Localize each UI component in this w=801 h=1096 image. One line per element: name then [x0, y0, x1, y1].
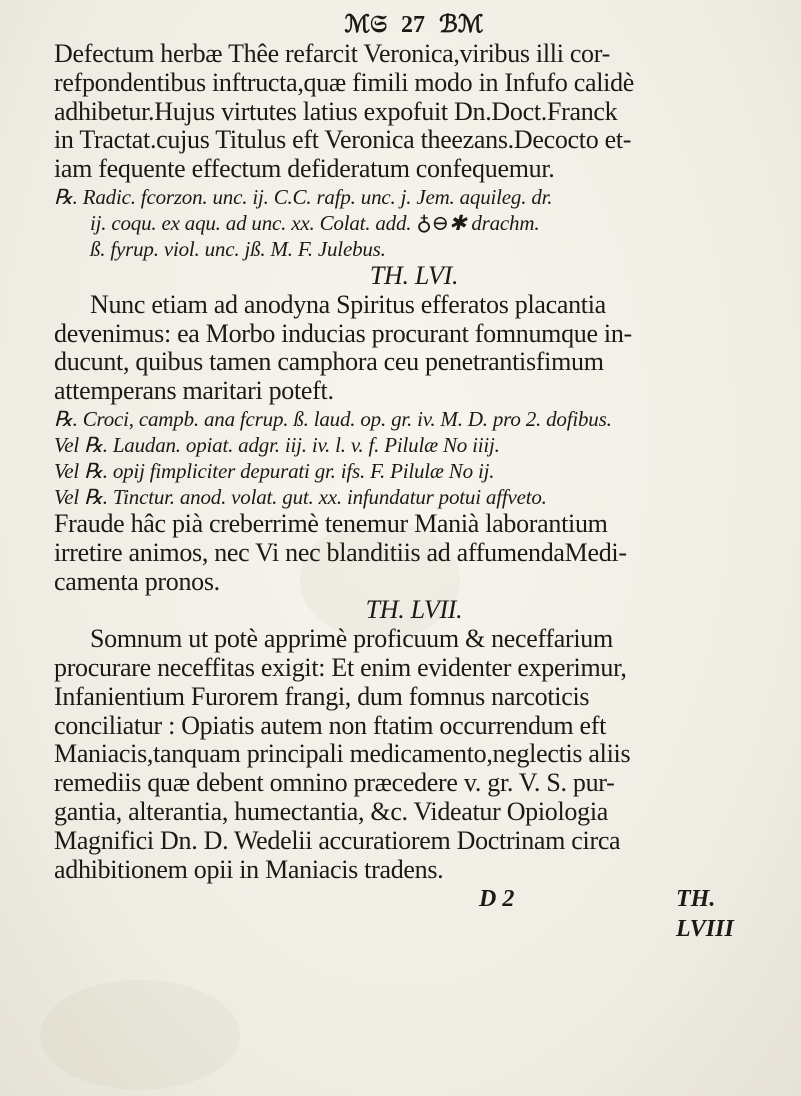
text-line: adhibitionem opii in Maniacis tradens.	[54, 854, 444, 884]
text-line: adhibetur.Hujus virtutes latius expofuit Dn.Doct.Franck	[54, 96, 618, 126]
header-ornament-right: ℬℳ	[438, 12, 484, 38]
paragraph-3	[54, 510, 774, 596]
text-line: attemperans maritari poteft.	[54, 376, 334, 406]
text-line: Defectum herbæ Thêe refarcit Veronica,viribus illi cor-	[54, 39, 610, 68]
recipe-2	[54, 406, 774, 510]
text-line: conciliatur : Opiatis autem non ftatim occurrendum eft	[54, 710, 607, 740]
text-line: Magnifici Dn. D. Wedelii accuratiorem Doctrinam circa	[54, 825, 621, 855]
recipe-1	[54, 184, 774, 262]
text-line: in Tractat.cujus Titulus eft Veronica theezans.Decocto et-	[54, 125, 632, 155]
text-line: procurare neceffitas exigit: Et enim evidenter experimur,	[54, 652, 627, 682]
text-line: remediis quæ debent omnino præcedere v. gr. V. S. pur-	[54, 768, 615, 798]
paper-stain	[40, 980, 240, 1090]
recipe-line: ℞. Radic. fcorzon. unc. ij. C.C. rafp. unc. j. Jem. aquileg. dr.	[54, 184, 553, 209]
section-heading: TH. LVI.	[369, 260, 459, 290]
recipe-line: Vel ℞. opij fimpliciter depurati gr. ifs. F. Pilulæ No ij.	[54, 458, 495, 483]
recipe-line: ℞. Croci, campb. ana fcrup. ß. laud. op. gr. iv. M. D. pro 2. dofibus.	[54, 406, 612, 431]
page-footer	[54, 884, 774, 943]
text-line: devenimus: ea Morbo inducias procurant fomnumque in-	[54, 318, 632, 348]
header-ornament-left: ℳ𝔖	[344, 12, 387, 38]
section-heading: TH. LVII.	[365, 595, 463, 625]
text-column	[54, 10, 774, 943]
catchword: TH. LVIII	[676, 886, 734, 943]
recipe-line: ij. coqu. ex aqu. ad unc. xx. Colat. add. ♁⊖✱ drachm.	[90, 210, 540, 235]
text-line: Infanientium Furorem frangi, dum fomnus narcoticis	[54, 681, 590, 711]
paragraph-4	[54, 625, 774, 884]
text-line: Fraude hâc pià creberrimè tenemur Manià laborantium	[54, 508, 608, 538]
paragraph-1	[54, 40, 774, 184]
text-line: gantia, alterantia, humectantia, &c. Videatur Opiologia	[54, 796, 608, 826]
text-line: iam fequente effectum defideratum confequemur.	[54, 154, 555, 184]
text-line: Somnum ut potè apprimè proficuum & neceffarium	[90, 624, 613, 654]
recipe-line: Vel ℞. Laudan. opiat. adgr. iij. iv. l. v. f. Pilulæ No iiij.	[54, 432, 500, 457]
text-line: ducunt, quibus tamen camphora ceu penetrantisfimum	[54, 347, 604, 377]
signature-mark: D 2	[479, 886, 515, 913]
text-line: Nunc etiam ad anodyna Spiritus efferatos placantia	[90, 289, 606, 319]
text-line: refpondentibus inftructa,quæ fimili modo in Infufo calidè	[54, 67, 635, 97]
text-line: camenta pronos.	[54, 566, 220, 596]
page-number: 27	[400, 12, 425, 38]
recipe-line: ß. fyrup. viol. unc. jß. M. F. Julebus.	[90, 236, 386, 261]
text-line: irretire animos, nec Vi nec blanditiis ad affumendaMedi-	[54, 537, 627, 567]
paragraph-2	[54, 291, 774, 406]
running-header	[54, 10, 774, 40]
recipe-line: Vel ℞. Tinctur. anod. volat. gut. xx. infundatur potui affveto.	[54, 484, 547, 509]
text-line: Maniacis,tanquam principali medicamento,neglectis aliis	[54, 739, 631, 769]
